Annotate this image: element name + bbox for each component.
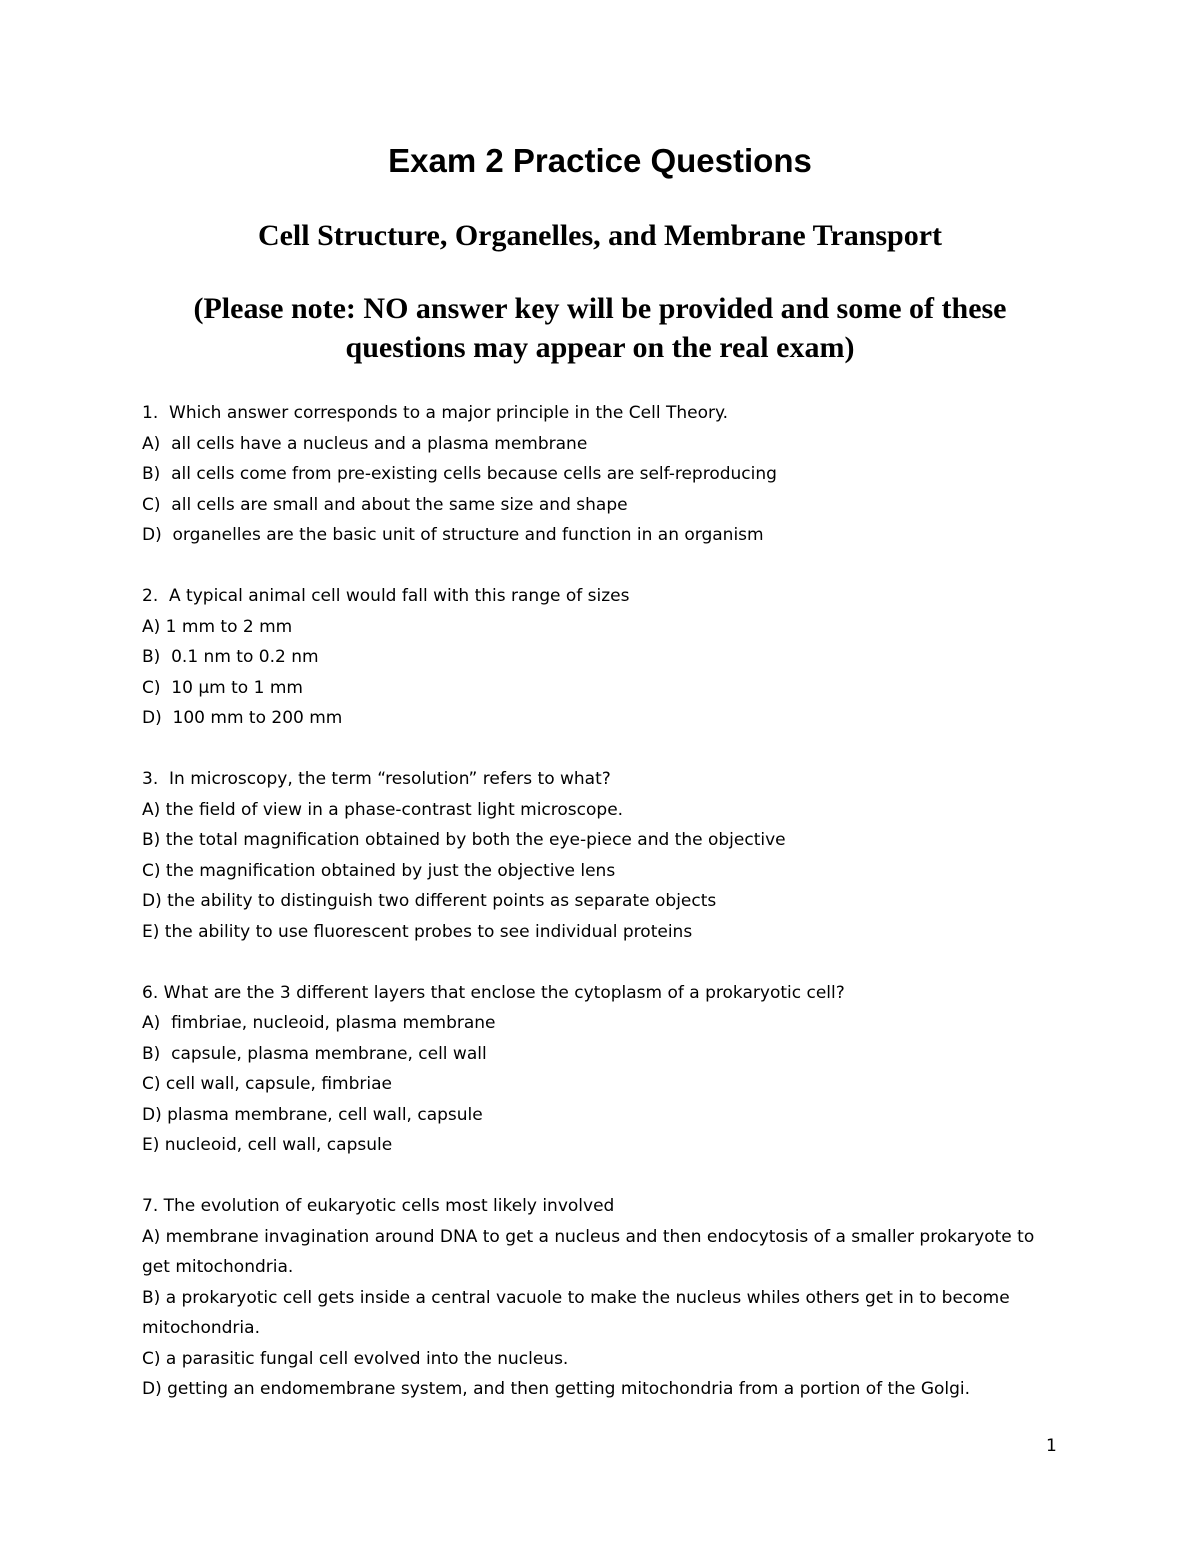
question-6	[142, 978, 1072, 1161]
question-prompt: 6. What are the 3 different layers that enclose the cytoplasm of a prokaryotic cell?	[142, 982, 845, 1003]
question-3	[142, 764, 1072, 947]
question-prompt: 2. A typical animal cell would fall with this range of sizes	[142, 586, 630, 606]
question-prompt: 1. Which answer corresponds to a major principle in the Cell Theory.	[142, 403, 728, 423]
answer-option-continued: get mitochondria.	[142, 1257, 294, 1277]
answer-option: A) the field of view in a phase-contrast light microscope.	[142, 799, 624, 820]
answer-option: D) organelles are the basic unit of structure and function in an organism	[142, 525, 764, 545]
answer-option: B) a prokaryotic cell gets inside a central vacuole to make the nucleus whiles others get in to become	[142, 1287, 1010, 1308]
answer-option: D) getting an endomembrane system, and then getting mitochondria from a portion of the Golgi.	[142, 1379, 971, 1399]
answer-option: C) 10 µm to 1 mm	[142, 677, 303, 698]
answer-option: C) the magnification obtained by just the objective lens	[142, 860, 616, 881]
question-2	[142, 581, 1072, 734]
answer-option: A) all cells have a nucleus and a plasma membrane	[142, 433, 588, 454]
answer-option: D) plasma membrane, cell wall, capsule	[142, 1104, 483, 1125]
note-line-1: (Please note: NO answer key will be provided and some of these	[193, 292, 1007, 325]
answer-option: B) the total magnification obtained by both the eye-piece and the objective	[142, 830, 786, 850]
answer-option: A) membrane invagination around DNA to get a nucleus and then endocytosis of a smaller prokaryote to	[142, 1226, 1035, 1247]
question-list	[142, 398, 1072, 1435]
answer-option: C) all cells are small and about the same size and shape	[142, 494, 628, 515]
answer-option: C) cell wall, capsule, fimbriae	[142, 1074, 392, 1094]
note-line-2: questions may appear on the real exam)	[345, 331, 855, 364]
answer-option: A) fimbriae, nucleoid, plasma membrane	[142, 1013, 496, 1033]
page-subtitle: Cell Structure, Organelles, and Membrane Transport	[257, 219, 943, 252]
answer-option: E) nucleoid, cell wall, capsule	[142, 1135, 393, 1155]
answer-option: A) 1 mm to 2 mm	[142, 616, 293, 637]
question-7	[142, 1191, 1072, 1405]
page-number: 1	[1046, 1436, 1057, 1456]
answer-option: D) 100 mm to 200 mm	[142, 708, 343, 728]
page-title: Exam 2 Practice Questions	[388, 142, 812, 179]
question-1	[142, 398, 1072, 551]
question-prompt: 7. The evolution of eukaryotic cells most likely involved	[142, 1196, 615, 1216]
question-prompt: 3. In microscopy, the term “resolution” refers to what?	[142, 769, 611, 789]
answer-option: E) the ability to use fluorescent probes to see individual proteins	[142, 921, 693, 942]
answer-option: B) all cells come from pre-existing cells because cells are self-reproducing	[142, 464, 777, 484]
answer-option: B) capsule, plasma membrane, cell wall	[142, 1043, 487, 1064]
answer-option: D) the ability to distinguish two different points as separate objects	[142, 891, 717, 911]
answer-option-continued: mitochondria.	[142, 1318, 260, 1338]
answer-option: B) 0.1 nm to 0.2 nm	[142, 647, 319, 667]
answer-option: C) a parasitic fungal cell evolved into the nucleus.	[142, 1348, 569, 1369]
